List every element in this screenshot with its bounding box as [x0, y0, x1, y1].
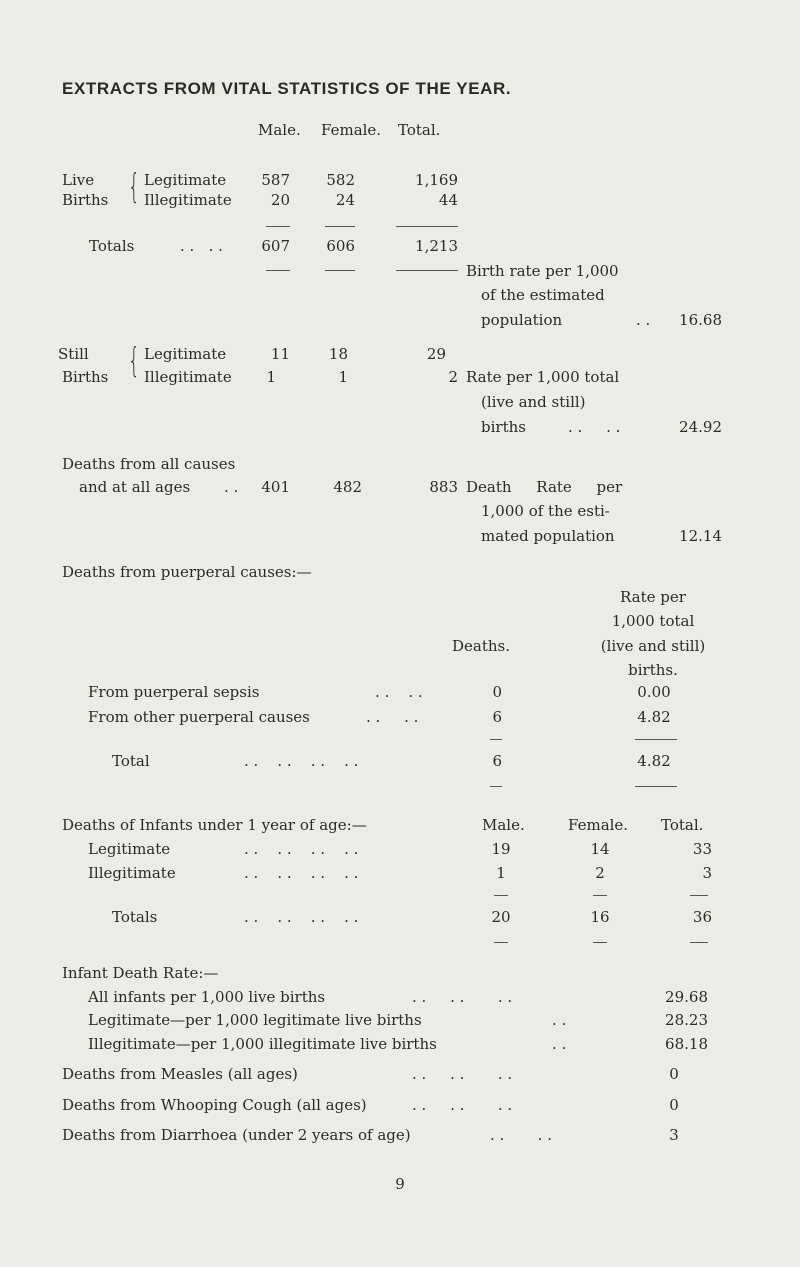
divider	[593, 895, 607, 896]
still-births-group-label: Births	[62, 368, 109, 386]
divider	[325, 226, 355, 227]
col-header-total: Total.	[398, 121, 441, 139]
cell-total: 44	[438, 191, 458, 209]
row-label: Deaths from Measles (all ages)	[62, 1065, 298, 1083]
leader-dots: . . . .	[375, 683, 423, 701]
divider	[690, 942, 708, 943]
puerperal-col-deaths: Deaths.	[452, 637, 511, 655]
puerperal-col-rate: 1,000 total	[611, 612, 695, 630]
cell-total: 2	[448, 368, 458, 386]
birth-rate-label: population	[481, 311, 563, 329]
divider	[396, 270, 458, 271]
death-rate-label: Death Rate per	[466, 478, 623, 496]
leader-dots: . . . . . .	[412, 988, 513, 1006]
row-label: Illegitimate	[144, 191, 232, 209]
leader-dots: . . . . . . . .	[244, 840, 359, 858]
totals-label: Totals	[89, 237, 135, 255]
puerperal-col-rate: Rate per	[620, 588, 686, 606]
divider	[593, 942, 607, 943]
cell-value: 0	[669, 1096, 679, 1114]
cell-total: 36	[692, 908, 712, 926]
still-rate-label: (live and still)	[481, 393, 586, 411]
row-label: Legitimate	[88, 840, 171, 858]
live-births-group-label: Births	[62, 191, 109, 209]
still-rate-value: 24.92	[679, 418, 722, 436]
divider	[690, 895, 708, 896]
col-header-male: Male.	[258, 121, 301, 139]
row-label: Deaths from Whooping Cough (all ages)	[62, 1096, 367, 1114]
divider	[494, 895, 508, 896]
row-label: Illegitimate	[88, 864, 176, 882]
divider	[635, 739, 677, 740]
cell-rate: 4.82	[637, 752, 671, 770]
cell-male: 1	[496, 864, 506, 882]
cell-rate: 4.82	[637, 708, 671, 726]
deaths-all-label: Deaths from all causes	[62, 455, 236, 473]
leader-dots: . . . . . . . .	[244, 908, 359, 926]
col-header-female: Female.	[321, 121, 382, 139]
divider	[490, 786, 502, 787]
still-rate-label: births	[481, 418, 526, 436]
cell-female: 16	[590, 908, 610, 926]
leader-dots: . . . .	[490, 1126, 552, 1144]
brace-icon: {	[128, 167, 140, 207]
leader-dots: . .	[552, 1035, 567, 1053]
cell-deaths: 6	[492, 708, 502, 726]
cell-female: 1	[338, 368, 348, 386]
cell-male: 587	[261, 171, 290, 189]
deaths-all-label: and at all ages	[79, 478, 191, 496]
leader-dots: . . . . . . . .	[244, 752, 359, 770]
row-label: Legitimate	[144, 171, 227, 189]
cell-total: 33	[692, 840, 712, 858]
puerperal-heading: Deaths from puerperal causes:—	[62, 563, 312, 581]
birth-rate-label: Birth rate per 1,000	[466, 262, 619, 280]
divider	[325, 270, 355, 271]
cell-female: 2	[595, 864, 605, 882]
still-rate-label: Rate per 1,000 total	[466, 368, 620, 386]
leader-dots: . . . .	[366, 708, 419, 726]
cell-male: 1	[266, 368, 276, 386]
divider	[490, 739, 502, 740]
total-label: Total	[112, 752, 150, 770]
cell-female: 24	[335, 191, 355, 209]
cell-male: 11	[270, 345, 290, 363]
row-label: All infants per 1,000 live births	[88, 988, 326, 1006]
cell-female: 18	[328, 345, 348, 363]
leader-dots: . . . . . .	[412, 1096, 513, 1114]
death-rate-label: mated population	[481, 527, 615, 545]
infants-heading: Deaths of Infants under 1 year of age:—	[62, 816, 367, 834]
page-number: 9	[395, 1175, 405, 1193]
cell-value: 3	[669, 1126, 679, 1144]
divider	[266, 270, 290, 271]
cell-female: 482	[333, 478, 362, 496]
death-rate-value: 12.14	[679, 527, 722, 545]
row-label: Legitimate—per 1,000 legitimate live births	[88, 1011, 422, 1029]
live-births-group-label: Live	[62, 171, 95, 189]
cell-deaths: 0	[492, 683, 502, 701]
cell-deaths: 6	[492, 752, 502, 770]
cell-female: 606	[326, 237, 355, 255]
cell-value: 0	[669, 1065, 679, 1083]
row-label: Legitimate	[144, 345, 227, 363]
cell-total: 3	[702, 864, 712, 882]
leader-dots: . . . . . .	[412, 1065, 513, 1083]
leader-dots: . .	[636, 311, 651, 329]
cell-female: 582	[326, 171, 355, 189]
leader-dots: . .	[224, 478, 239, 496]
puerperal-col-rate: births.	[628, 661, 678, 679]
infants-col-female: Female.	[568, 816, 629, 834]
death-rate-label: 1,000 of the esti-	[481, 502, 610, 520]
row-label: Illegitimate—per 1,000 illegitimate live births	[88, 1035, 437, 1053]
cell-value: 28.23	[665, 1011, 708, 1029]
cell-female: 14	[590, 840, 610, 858]
page-title: EXTRACTS FROM VITAL STATISTICS OF THE YEAR.	[62, 79, 512, 98]
divider	[266, 226, 290, 227]
cell-total: 1,169	[415, 171, 458, 189]
row-label: Illegitimate	[144, 368, 232, 386]
cell-male: 20	[491, 908, 511, 926]
cell-value: 29.68	[665, 988, 708, 1006]
cell-male: 401	[261, 478, 290, 496]
still-births-group-label: Still	[58, 345, 89, 363]
infants-col-male: Male.	[482, 816, 525, 834]
divider	[635, 786, 677, 787]
cell-total: 1,213	[415, 237, 458, 255]
cell-value: 68.18	[665, 1035, 708, 1053]
cell-total: 29	[426, 345, 446, 363]
brace-icon: {	[128, 341, 140, 381]
divider	[494, 942, 508, 943]
row-label: From puerperal sepsis	[88, 683, 260, 701]
leader-dots: . . . .	[180, 237, 223, 255]
totals-label: Totals	[112, 908, 158, 926]
cell-male: 19	[491, 840, 511, 858]
infants-col-total: Total.	[661, 816, 704, 834]
cell-total: 883	[429, 478, 458, 496]
divider	[396, 226, 458, 227]
cell-male: 607	[261, 237, 290, 255]
leader-dots: . . . . . . . .	[244, 864, 359, 882]
leader-dots: . .	[552, 1011, 567, 1029]
puerperal-col-rate: (live and still)	[600, 637, 706, 655]
birth-rate-label: of the estimated	[481, 286, 605, 304]
birth-rate-value: 16.68	[679, 311, 722, 329]
leader-dots: . . . .	[568, 418, 621, 436]
cell-rate: 0.00	[637, 683, 671, 701]
infant-rate-heading: Infant Death Rate:—	[62, 964, 219, 982]
row-label: From other puerperal causes	[88, 708, 310, 726]
cell-male: 20	[270, 191, 290, 209]
row-label: Deaths from Diarrhoea (under 2 years of age)	[62, 1126, 411, 1144]
